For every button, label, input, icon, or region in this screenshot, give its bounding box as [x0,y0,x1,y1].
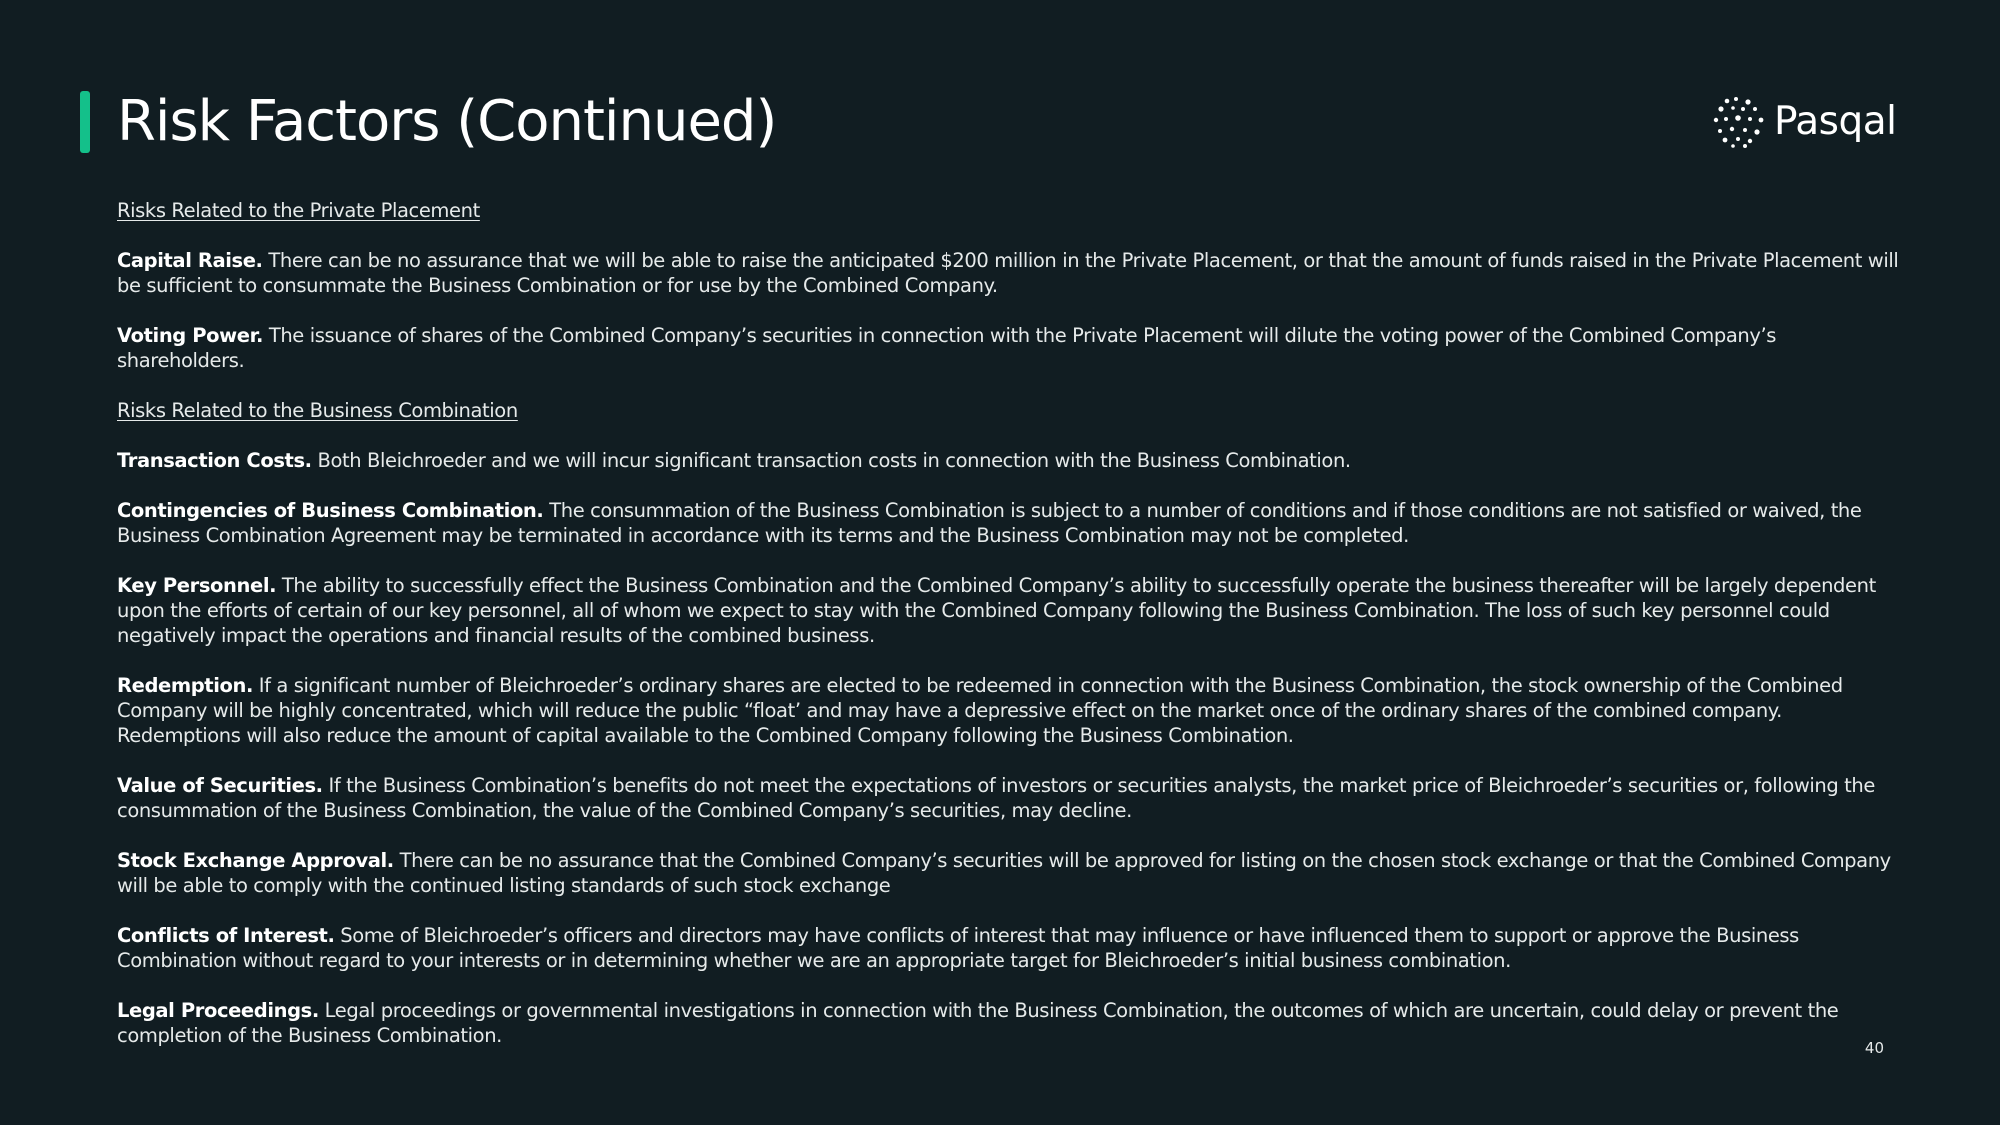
risk-item-transaction-costs [117,448,1902,473]
risk-item-redemption [117,673,1902,748]
risk-item-capital-raise [117,248,1902,298]
risk-item-legal-proceedings [117,998,1902,1048]
logo-wordmark: Pasqal [1774,99,1897,144]
section-heading-business-combination: Risks Related to the Business Combination [117,399,518,422]
risk-item-label: Transaction Costs. [117,449,312,472]
risk-item-text: Some of Bleichroeder’s officers and directors may have conflicts of interest that may influence or have influenced them to support or approve the Business Combination without regard to your interests or in determining whether we are an appropriate target for Bleichroeder’s initial business combination. [117,924,1799,972]
risk-item-text: Legal proceedings or governmental investigations in connection with the Business Combination, the outcomes of which are uncertain, could delay or prevent the completion of the Business Combination. [117,999,1839,1047]
risk-item-conflicts-of-interest [117,923,1902,973]
risk-item-voting-power [117,323,1902,373]
page-title: Risk Factors (Continued) [117,89,777,154]
pasqal-atom-logo-icon [1712,95,1766,149]
risk-item-label: Redemption. [117,674,253,697]
risk-item-label: Key Personnel. [117,574,277,597]
risk-item-value-of-securities [117,773,1902,823]
risk-item-stock-exchange-approval [117,848,1902,898]
page-number: 40 [1864,1039,1884,1057]
risk-item-text: If the Business Combination’s benefits do not meet the expectations of investors or securities analysts, the market price of Bleichroeder’s securities or, following the consummation of the Business Combination, the value of the Combined Company’s securities, may decline. [117,774,1875,822]
risk-item-label: Conflicts of Interest. [117,924,335,947]
risk-item-label: Value of Securities. [117,774,323,797]
risk-item-text: If a significant number of Bleichroeder’s ordinary shares are elected to be redeemed in connection with the Business Combination, the stock ownership of the Combined Company will be highly concentrated, which will reduce the public “float’ and may have a depressive effect on the market once of the ordinary shares of the combined company. Redemptions will also reduce the amount of capital available to the Combined Company following the Business Combination. [117,674,1843,747]
risk-item-text: There can be no assurance that the Combined Company’s securities will be approved for listing on the chosen stock exchange or that the Combined Company will be able to comply with the continued listing standards of such stock exchange [117,849,1891,897]
risk-item-label: Capital Raise. [117,249,263,272]
risk-item-text: Both Bleichroeder and we will incur significant transaction costs in connection with the Business Combination. [311,449,1351,472]
risk-item-text: There can be no assurance that we will be able to raise the anticipated $200 million in the Private Placement, or that the amount of funds raised in the Private Placement will be sufficient to consummate the Business Combination or for use by the Combined Company. [117,249,1899,297]
risk-item-label: Contingencies of Business Combination. [117,499,544,522]
risk-item-contingencies [117,498,1902,548]
title-accent-bar [80,91,90,153]
risk-item-key-personnel [117,573,1902,648]
risk-item-label: Voting Power. [117,324,264,347]
brand-logo [1712,94,1896,150]
section-heading-private-placement: Risks Related to the Private Placement [117,199,480,222]
risk-item-text: The issuance of shares of the Combined Company’s securities in connection with the Private Placement will dilute the voting power of the Combined Company’s shareholders. [117,324,1777,372]
risk-factors-content [117,198,1902,1073]
risk-item-text: The ability to successfully effect the Business Combination and the Combined Company’s ability to successfully operate the business thereafter will be largely dependent upon the efforts of certain of our key personnel, all of whom we expect to stay with the Combined Company following the Business Combination. The loss of such key personnel could negatively impact the operations and financial results of the combined business. [117,574,1876,647]
risk-item-text: The consummation of the Business Combination is subject to a number of conditions and if those conditions are not satisfied or waived, the Business Combination Agreement may be terminated in accordance with its terms and the Business Combination may not be completed. [117,499,1862,547]
risk-item-label: Legal Proceedings. [117,999,319,1022]
risk-item-label: Stock Exchange Approval. [117,849,394,872]
